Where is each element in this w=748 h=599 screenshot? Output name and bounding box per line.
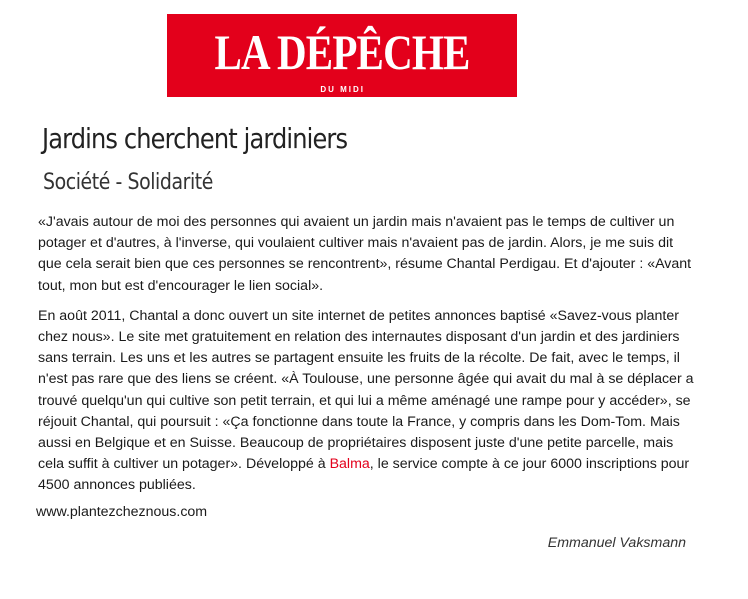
article-paragraph-1: «J'avais autour de moi des personnes qui avaient un jardin mais n'avaient pas le temps de cultiver un potager et d'autres, à l'inverse, qui voulaient cultiver mais n'avaient pas de jardin. Alors, je me suis dit que cela serait bien que ces personnes se rencontrent», résume Chantal Perdigau. Et d'ajouter : «Avant tout, mon but est d'encourager le lien social». [38, 214, 692, 294]
article-paragraph-2 [38, 306, 698, 497]
paragraph-2-text-after-link: , le service compte à ce jour 6000 inscriptions pour 4500 annonces publiées. [38, 456, 690, 494]
paragraph-2-text-before-link: En août 2011, Chantal a donc ouvert un site internet de petites annonces baptisé «Savez-vous planter chez nous». Le site met gratuitement en relation des internautes disposant d'un jardin et des jardiniers sans terrain. Les uns et les autres se partagent ensuite les fruits de la récolte. De fait, avec le temps, il n'est pas rare que des liens se créent. «À Toulouse, une personne âgée qui avait du mal à se déplacer a trouvé quelqu'un qui cultive son petit terrain, et qui lui a même aménagé une rampe pour y accéder», se réjouit Chantal, qui poursuit : «Ça fonctionne dans toute la France, y compris dans les Dom-Tom. Mais aussi en Belgique et en Suisse. Beaucoup de propriétaires disposent juste d'une petite parcelle, mais cela suffit à cultiver un potager». Développé à [38, 307, 694, 473]
website-url: www.plantezcheznous.com [36, 504, 208, 520]
article-body [38, 212, 698, 506]
article-author: Emmanuel Vaksmann [547, 535, 686, 551]
balma-link[interactable]: Balma [329, 456, 370, 473]
article-section: Société - Solidarité [43, 170, 213, 195]
logo-wordmark: LA DÉPÊCHE [214, 24, 470, 80]
article-title: Jardins cherchent jardiniers [42, 122, 348, 155]
newspaper-logo [167, 14, 517, 97]
logo-subtitle: DU MIDI [320, 85, 365, 94]
